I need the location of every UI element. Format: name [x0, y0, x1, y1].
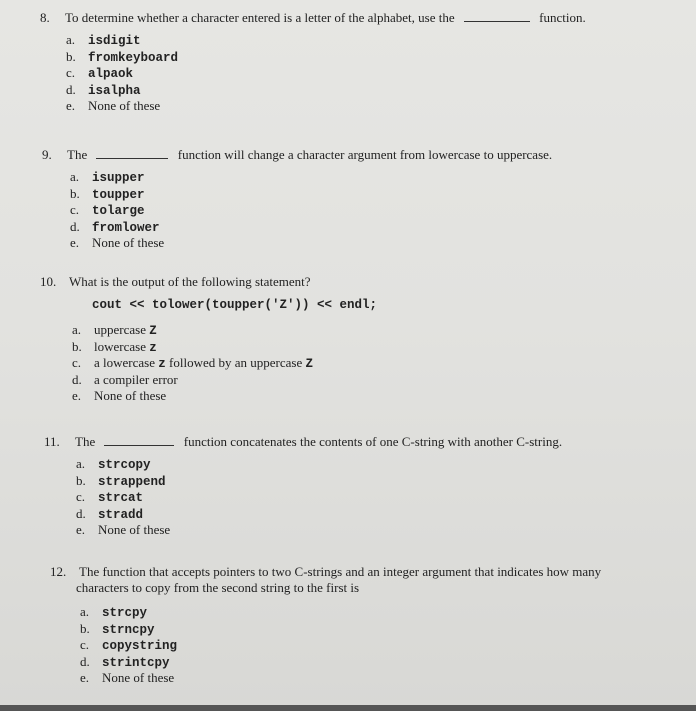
- option-c[interactable]: c. a lowercase z followed by an uppercase Z: [72, 355, 313, 372]
- options-12: [80, 604, 177, 687]
- option-a[interactable]: a. isdigit: [66, 32, 141, 48]
- question-11: [44, 434, 562, 450]
- option-a[interactable]: a. isupper: [70, 169, 145, 185]
- option-e[interactable]: e. None of these: [76, 522, 171, 538]
- question-number: 9.: [42, 147, 52, 162]
- option-c[interactable]: c. strcat: [76, 489, 144, 506]
- question-number: 10.: [40, 274, 57, 289]
- option-b[interactable]: b. fromkeyboard: [66, 48, 179, 65]
- question-8: [40, 10, 586, 26]
- option-a[interactable]: a. strcopy: [76, 456, 151, 472]
- page-bottom-edge: [0, 705, 696, 711]
- question-12: [50, 564, 601, 580]
- option-c[interactable]: c. tolarge: [70, 202, 145, 219]
- answer-blank: [104, 435, 174, 446]
- options-8: [66, 32, 178, 115]
- question-text-after: function concatenates the contents of one C-string with another C-string.: [183, 434, 563, 449]
- option-e[interactable]: e. None of these: [80, 670, 175, 686]
- option-d[interactable]: d. fromlower: [70, 218, 160, 235]
- option-b[interactable]: b. strncpy: [80, 620, 155, 637]
- option-c[interactable]: c. alpaok: [66, 65, 134, 82]
- question-10: [40, 274, 311, 290]
- option-d[interactable]: d. strintcpy: [80, 653, 170, 670]
- question-text: To determine whether a character entered is a letter of the alphabet, use the: [65, 10, 455, 25]
- option-a[interactable]: a. uppercase Z: [72, 322, 157, 338]
- option-a[interactable]: a. strcpy: [80, 604, 148, 620]
- question-number: 11.: [44, 434, 60, 449]
- question-text-after: function will change a character argument from lowercase to uppercase.: [177, 147, 553, 162]
- answer-blank: [464, 11, 530, 22]
- question-text-line2: characters to copy from the second string to the first is: [76, 580, 360, 595]
- options-11: [76, 456, 170, 539]
- option-d[interactable]: d. stradd: [76, 505, 144, 522]
- question-number: 12.: [50, 564, 67, 579]
- options-10: [72, 322, 313, 405]
- option-b[interactable]: b. toupper: [70, 185, 145, 202]
- option-b[interactable]: b. lowercase z: [72, 338, 157, 355]
- option-d[interactable]: d. isalpha: [66, 81, 141, 98]
- question-text: The: [67, 147, 88, 162]
- option-e[interactable]: e. None of these: [66, 98, 161, 114]
- question-text-line1: The function that accepts pointers to two C-strings and an integer argument that indicates how many: [79, 564, 602, 579]
- question-text: What is the output of the following statement?: [69, 274, 311, 289]
- question-12-line2: [76, 580, 359, 596]
- option-b[interactable]: b. strappend: [76, 472, 166, 489]
- answer-blank: [96, 148, 168, 159]
- option-c[interactable]: c. copystring: [80, 637, 178, 654]
- question-number: 8.: [40, 10, 50, 25]
- question-text-after: function.: [539, 10, 586, 25]
- question-text: The: [75, 434, 96, 449]
- option-d[interactable]: d. a compiler error: [72, 371, 178, 387]
- options-9: [70, 169, 164, 252]
- question-9: [42, 147, 552, 163]
- option-e[interactable]: e. None of these: [72, 388, 167, 404]
- option-e[interactable]: e. None of these: [70, 235, 165, 251]
- code-statement: cout << tolower(toupper('Z')) << endl;: [92, 298, 378, 312]
